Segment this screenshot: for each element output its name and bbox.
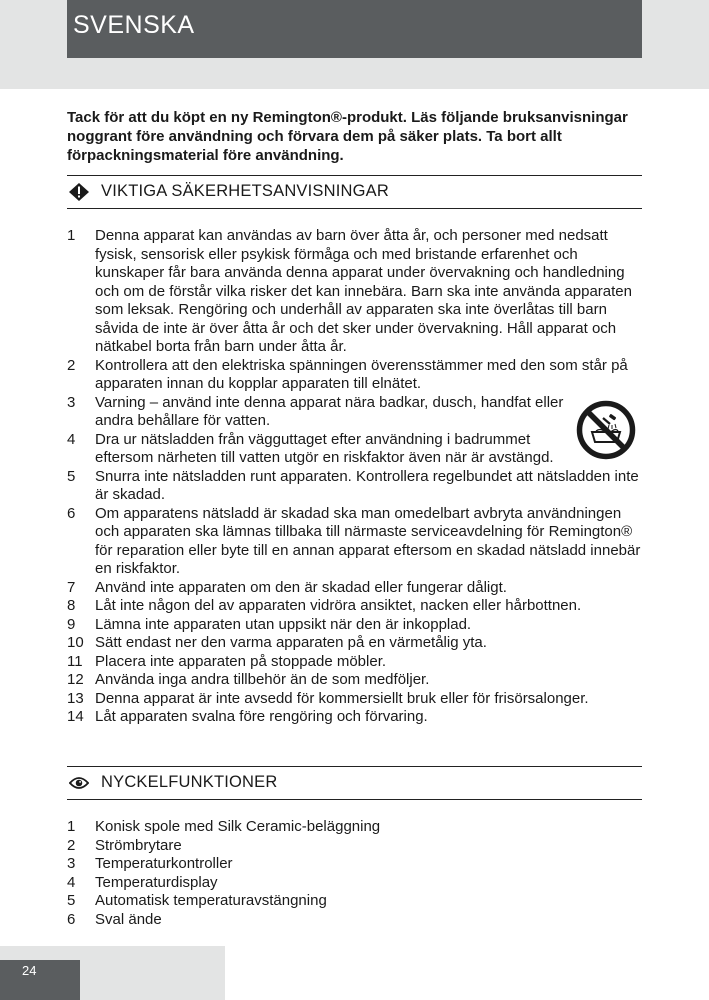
list-item xyxy=(67,394,647,431)
item-text: Använda inga andra tillbehör än de som medföljer. xyxy=(95,671,430,688)
page-number: 24 xyxy=(22,963,37,978)
list-item xyxy=(67,690,647,709)
list-item xyxy=(67,357,647,394)
item-text: Denna apparat är inte avsedd för kommersiellt bruk eller för frisörsalonger. xyxy=(95,689,589,707)
item-number: 7 xyxy=(67,578,76,596)
item-number: 5 xyxy=(67,467,76,485)
item-number: 6 xyxy=(67,504,76,522)
list-item xyxy=(67,837,647,856)
item-number: 10 xyxy=(67,634,84,651)
safety-heading: VIKTIGA SÄKERHETSANVISNINGAR xyxy=(101,182,390,200)
page-number-box xyxy=(0,960,80,1000)
item-number: 4 xyxy=(67,430,76,448)
item-text: Temperaturdisplay xyxy=(95,873,218,891)
language-title: SVENSKA xyxy=(73,11,195,39)
list-item xyxy=(67,579,647,598)
item-text: Om apparatens nätsladd är skadad ska man omedelbart avbryta användningen och apparaten ska lämnas tillbaka till närmaste serviceavdelning för Remington® för reparation eller byte till en annan apparat eftersom en skadad nätsladd innebär en riskfaktor. xyxy=(95,504,641,577)
item-text: Snurra inte nätsladden runt apparaten. Kontrollera regelbundet att nätsladden inte är skadad. xyxy=(95,467,639,503)
item-number: 14 xyxy=(67,708,84,725)
item-text: Sval ände xyxy=(95,910,162,928)
list-item xyxy=(67,892,647,911)
list-item xyxy=(67,671,647,690)
list-item xyxy=(67,616,647,635)
list-item xyxy=(67,911,647,930)
features-list xyxy=(67,818,647,929)
item-number: 2 xyxy=(67,356,76,374)
item-number: 1 xyxy=(67,227,76,244)
item-number: 2 xyxy=(67,836,76,854)
item-number: 11 xyxy=(67,652,83,670)
language-header xyxy=(67,0,642,58)
item-text: Varning – använd inte denna apparat nära badkar, dusch, handfat eller andra behållare för vatten. xyxy=(95,393,564,429)
item-text: Sätt endast ner den varma apparaten på en värmetålig yta. xyxy=(95,634,487,651)
item-number: 6 xyxy=(67,910,76,928)
item-number: 4 xyxy=(67,873,76,891)
list-item xyxy=(67,708,647,727)
warning-icon xyxy=(69,183,89,201)
list-item xyxy=(67,505,647,579)
item-text: Låt inte någon del av apparaten vidröra ansiktet, nacken eller hårbottnen. xyxy=(95,597,582,614)
no-water-bathtub-icon xyxy=(576,400,636,460)
list-item xyxy=(67,855,647,874)
item-number: 8 xyxy=(67,597,76,614)
item-number: 3 xyxy=(67,855,76,872)
list-item xyxy=(67,874,647,893)
item-text: Använd inte apparaten om den är skadad eller fungerar dåligt. xyxy=(95,578,507,596)
item-number: 12 xyxy=(67,671,84,688)
item-text: Kontrollera att den elektriska spänningen överensstämmer med den som står på apparaten innan du kopplar apparaten till elnätet. xyxy=(95,356,628,392)
list-item xyxy=(67,634,647,653)
safety-section-header xyxy=(67,175,642,209)
item-number: 1 xyxy=(67,818,76,835)
list-item xyxy=(67,653,647,672)
list-item xyxy=(67,468,647,505)
list-item xyxy=(67,431,647,468)
item-text: Placera inte apparaten på stoppade möbler. xyxy=(95,652,387,670)
safety-list xyxy=(67,227,647,727)
intro-paragraph: Tack för att du köpt en ny Remington®-produkt. Läs följande bruksanvisningar noggrant före användning och förvara dem på säker plats. Ta bort allt förpackningsmaterial före användning. xyxy=(67,109,628,164)
item-number: 5 xyxy=(67,892,76,909)
item-number: 3 xyxy=(67,393,76,411)
list-item xyxy=(67,818,647,837)
item-number: 9 xyxy=(67,615,76,633)
item-text: Låt apparaten svalna före rengöring och förvaring. xyxy=(95,708,428,725)
item-text: Dra ur nätsladden från vägguttaget efter användning i badrummet eftersom närheten till vatten utgör en riskfaktor även när är avstängd. xyxy=(95,430,554,466)
item-text: Automatisk temperaturavstängning xyxy=(95,892,327,909)
item-text: Lämna inte apparaten utan uppsikt när den är inkopplad. xyxy=(95,615,472,633)
features-section-header xyxy=(67,766,642,800)
features-heading: NYCKELFUNKTIONER xyxy=(101,773,278,791)
item-text: Strömbrytare xyxy=(95,836,182,854)
eye-icon xyxy=(69,774,89,792)
item-number: 13 xyxy=(67,689,84,707)
item-text: Konisk spole med Silk Ceramic-beläggning xyxy=(95,818,381,835)
list-item xyxy=(67,597,647,616)
item-text: Temperaturkontroller xyxy=(95,855,233,872)
item-text: Denna apparat kan användas av barn över åtta år, och personer med nedsatt fysisk, sensorisk eller psykisk förmåga och med bristande erfarenhet och kunskaper får bara använda denna apparat under övervakning och handledning och om de förstår vilka risker det kan innebära. Barn ska inte använda apparaten som leksak. Rengöring och underhåll av apparaten ska inte överlåtas till barn såvida de inte är över åtta år och det sker under övervakning. Håll apparat och nätkabel borta från barn under åtta år. xyxy=(95,227,632,355)
list-item xyxy=(67,227,647,357)
